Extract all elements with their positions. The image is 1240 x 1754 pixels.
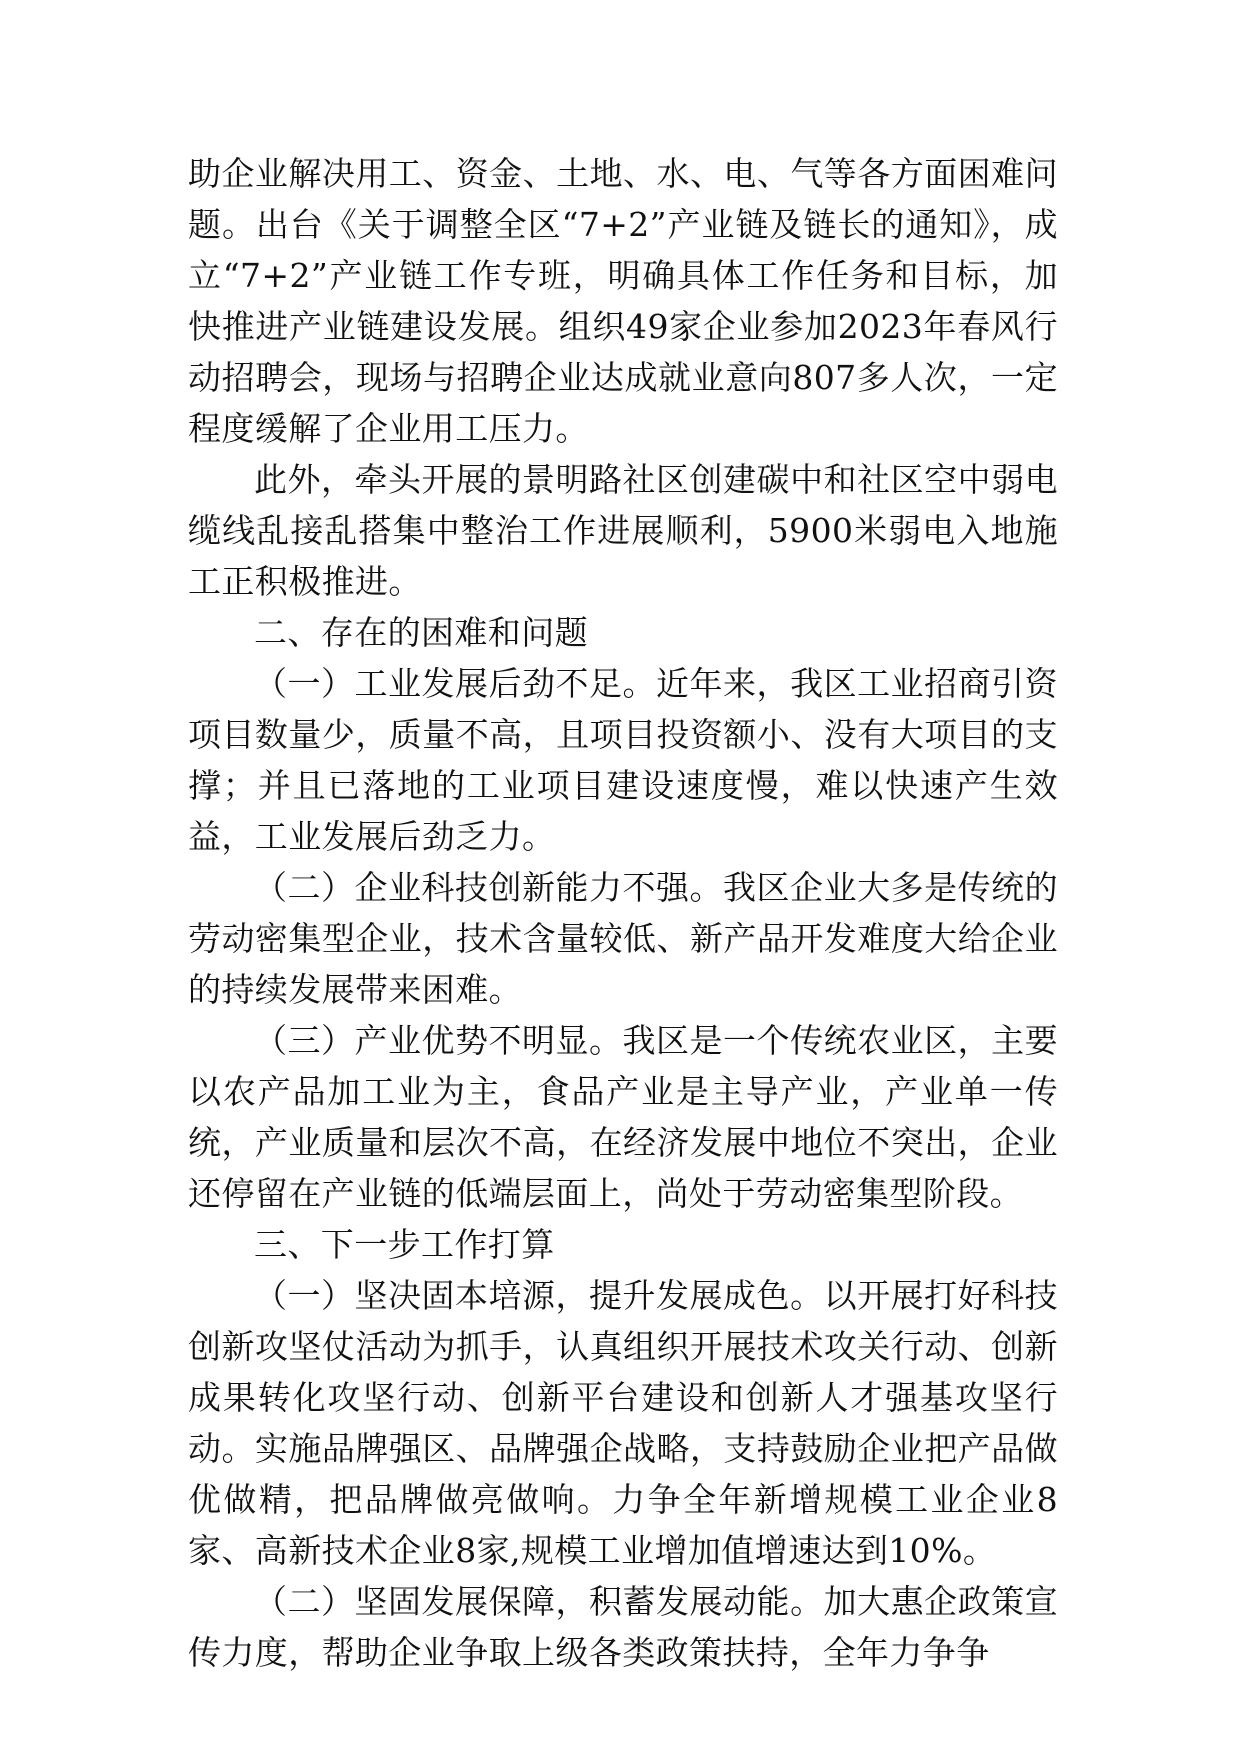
paragraph-continuation: 助企业解决用工、资金、土地、水、电、气等各方面困难问题。出台《关于调整全区“7+2”产业链及链长的通知》，成立“7+2”产业链工作专班，明确具体工作任务和目标，加快推进产业链建设发展。组织49家企业参加2023年春风行动招聘会，现场与招聘企业达成就业意向807多人次，一定程度缓解了企业用工压力。 bbox=[188, 154, 1058, 448]
section-heading-next-steps: 三、下一步工作打算 bbox=[254, 1225, 555, 1264]
paragraph-plan-2: （二）坚固发展保障，积蓄发展动能。加大惠企政策宣传力度，帮助企业争取上级各类政策扶持，全年力争争 bbox=[188, 1582, 1058, 1672]
paragraph-weak-current-cable: 此外，牵头开展的景明路社区创建碳中和社区空中弱电缆线乱接乱搭集中整治工作进展顺利，5900米弱电入地施工正积极推进。 bbox=[188, 460, 1058, 601]
document-body bbox=[188, 148, 1058, 1678]
paragraph-problem-1: （一）工业发展后劲不足。近年来，我区工业招商引资项目数量少，质量不高，且项目投资额小、没有大项目的支撑；并且已落地的工业项目建设速度慢，难以快速产生效益，工业发展后劲乏力。 bbox=[188, 664, 1058, 856]
paragraph-problem-3: （三）产业优势不明显。我区是一个传统农业区，主要以农产品加工业为主，食品产业是主导产业，产业单一传统，产业质量和层次不高，在经济发展中地位不突出，企业还停留在产业链的低端层面上，尚处于劳动密集型阶段。 bbox=[188, 1021, 1058, 1213]
paragraph-problem-2: （二）企业科技创新能力不强。我区企业大多是传统的劳动密集型企业，技术含量较低、新产品开发难度大给企业的持续发展带来困难。 bbox=[188, 868, 1058, 1009]
paragraph-plan-1: （一）坚决固本培源，提升发展成色。以开展打好科技创新攻坚仗活动为抓手，认真组织开展技术攻关行动、创新成果转化攻坚行动、创新平台建设和创新人才强基攻坚行动。实施品牌强区、品牌强企战略，支持鼓励企业把产品做优做精，把品牌做亮做响。力争全年新增规模工业企业8家、高新技术企业8家,规模工业增加值增速达到10%。 bbox=[188, 1276, 1058, 1570]
section-heading-problems: 二、存在的困难和问题 bbox=[254, 613, 588, 652]
